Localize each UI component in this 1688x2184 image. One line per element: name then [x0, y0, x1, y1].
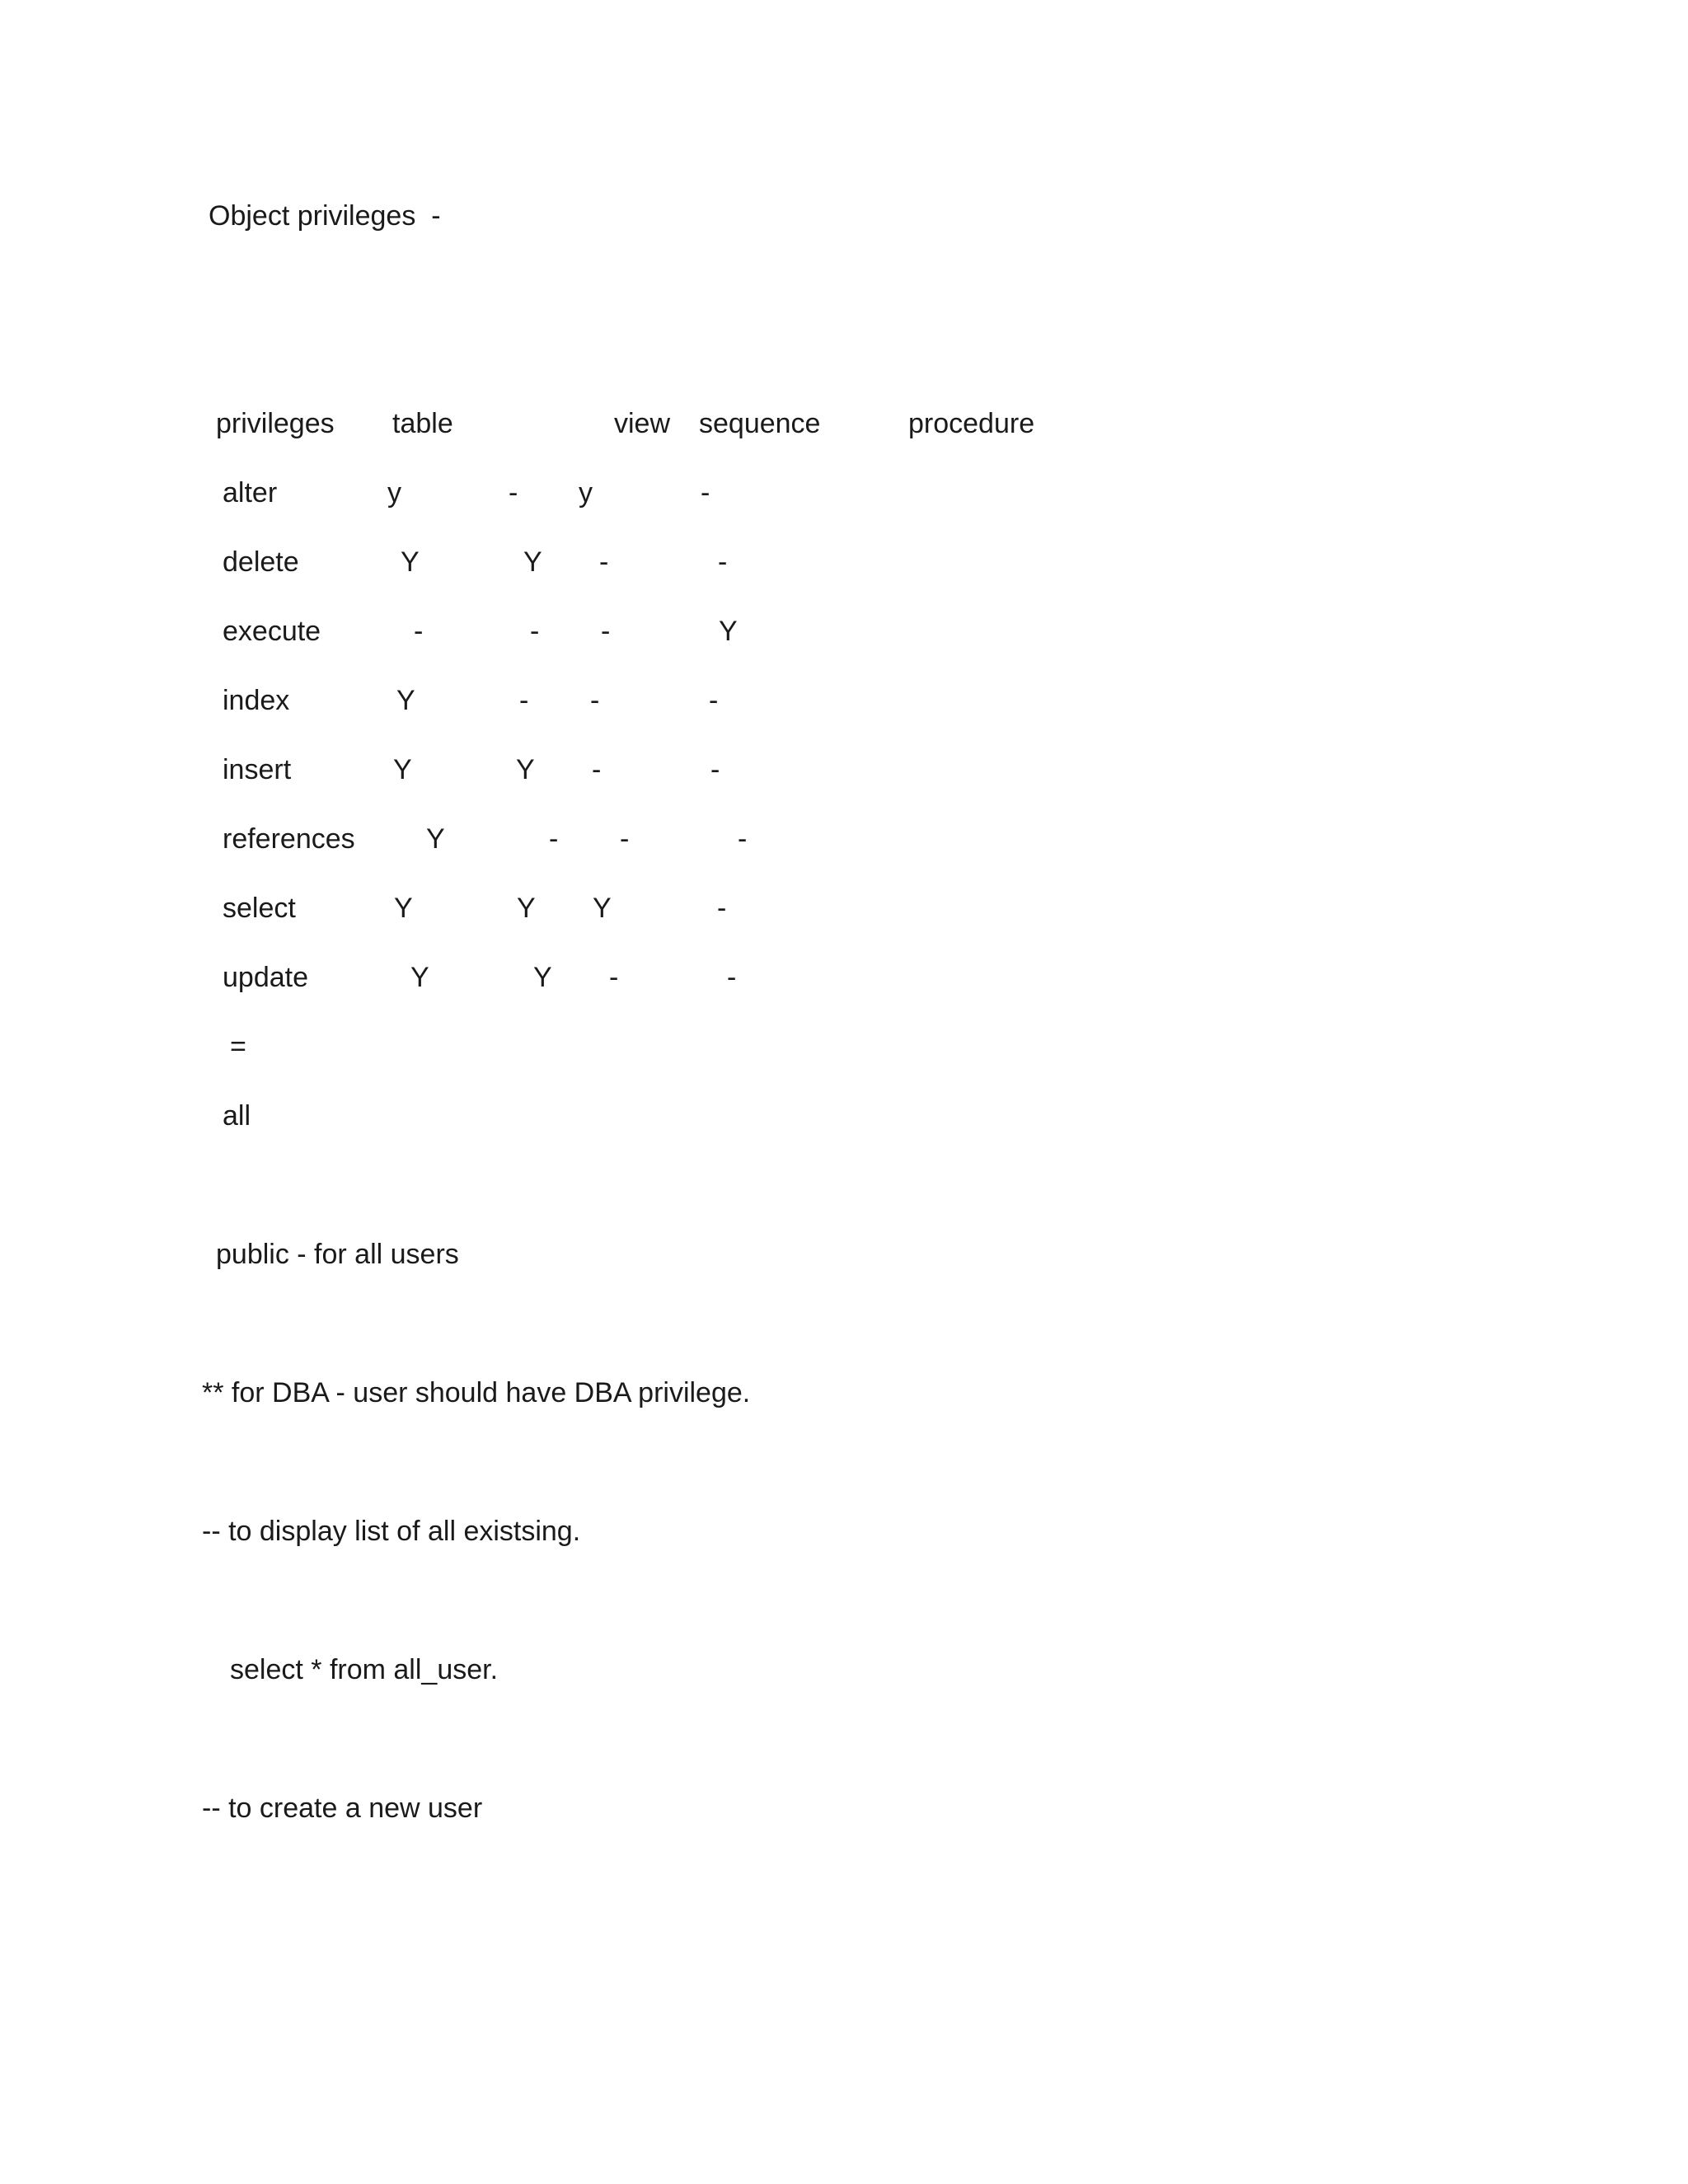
- cell-execute-sequence: -: [601, 616, 611, 647]
- cell-index-table: Y: [396, 685, 415, 716]
- select-query: select * from all_user.: [230, 1654, 499, 1685]
- header-table: table: [392, 408, 453, 439]
- public-note: public - for all users: [216, 1239, 459, 1270]
- cell-alter-procedure: -: [701, 477, 710, 509]
- cell-update-table: Y: [410, 962, 429, 993]
- cell-delete-table: Y: [401, 546, 420, 578]
- cell-delete-sequence: -: [599, 546, 609, 578]
- cell-insert-procedure: -: [710, 754, 720, 785]
- cell-alter-view: -: [509, 477, 518, 509]
- row-label-insert: insert: [223, 754, 292, 785]
- dba-note: ** for DBA - user should have DBA privilege.: [202, 1377, 751, 1408]
- row-label-delete: delete: [223, 546, 299, 578]
- cell-insert-sequence: -: [592, 754, 602, 785]
- row-label-all: all: [223, 1100, 251, 1132]
- cell-execute-table: -: [414, 616, 424, 647]
- cell-delete-view: Y: [523, 546, 542, 578]
- cell-delete-procedure: -: [718, 546, 728, 578]
- header-procedure: procedure: [908, 408, 1035, 439]
- cell-index-view: -: [519, 685, 529, 716]
- cell-select-procedure: -: [717, 893, 727, 924]
- display-list-comment: -- to display list of all existsing.: [202, 1516, 581, 1547]
- row-label-select: select: [223, 893, 296, 924]
- row-label-index: index: [223, 685, 290, 716]
- cell-update-procedure: -: [727, 962, 737, 993]
- cell-index-procedure: -: [709, 685, 719, 716]
- cell-execute-view: -: [530, 616, 540, 647]
- cell-update-sequence: -: [609, 962, 619, 993]
- cell-alter-sequence: y: [579, 477, 593, 509]
- cell-references-procedure: -: [738, 823, 748, 855]
- cell-references-view: -: [549, 823, 559, 855]
- cell-select-view: Y: [517, 893, 536, 924]
- cell-index-sequence: -: [590, 685, 600, 716]
- cell-alter-table: y: [387, 477, 401, 509]
- cell-select-sequence: Y: [593, 893, 612, 924]
- header-privileges: privileges: [216, 408, 335, 439]
- create-user-comment: -- to create a new user: [202, 1793, 483, 1824]
- row-label-update: update: [223, 962, 308, 993]
- cell-references-table: Y: [426, 823, 445, 855]
- row-label-execute: execute: [223, 616, 321, 647]
- cell-references-sequence: -: [620, 823, 630, 855]
- row-label-references: references: [223, 823, 355, 855]
- cell-insert-view: Y: [516, 754, 535, 785]
- header-sequence: sequence: [699, 408, 821, 439]
- section-heading: Object privileges -: [209, 200, 441, 232]
- header-view: view: [614, 408, 671, 439]
- cell-insert-table: Y: [393, 754, 412, 785]
- row-label-alter: alter: [223, 477, 278, 509]
- cell-update-view: Y: [533, 962, 552, 993]
- equals-sign: =: [230, 1031, 246, 1062]
- cell-execute-procedure: Y: [719, 616, 738, 647]
- cell-select-table: Y: [394, 893, 413, 924]
